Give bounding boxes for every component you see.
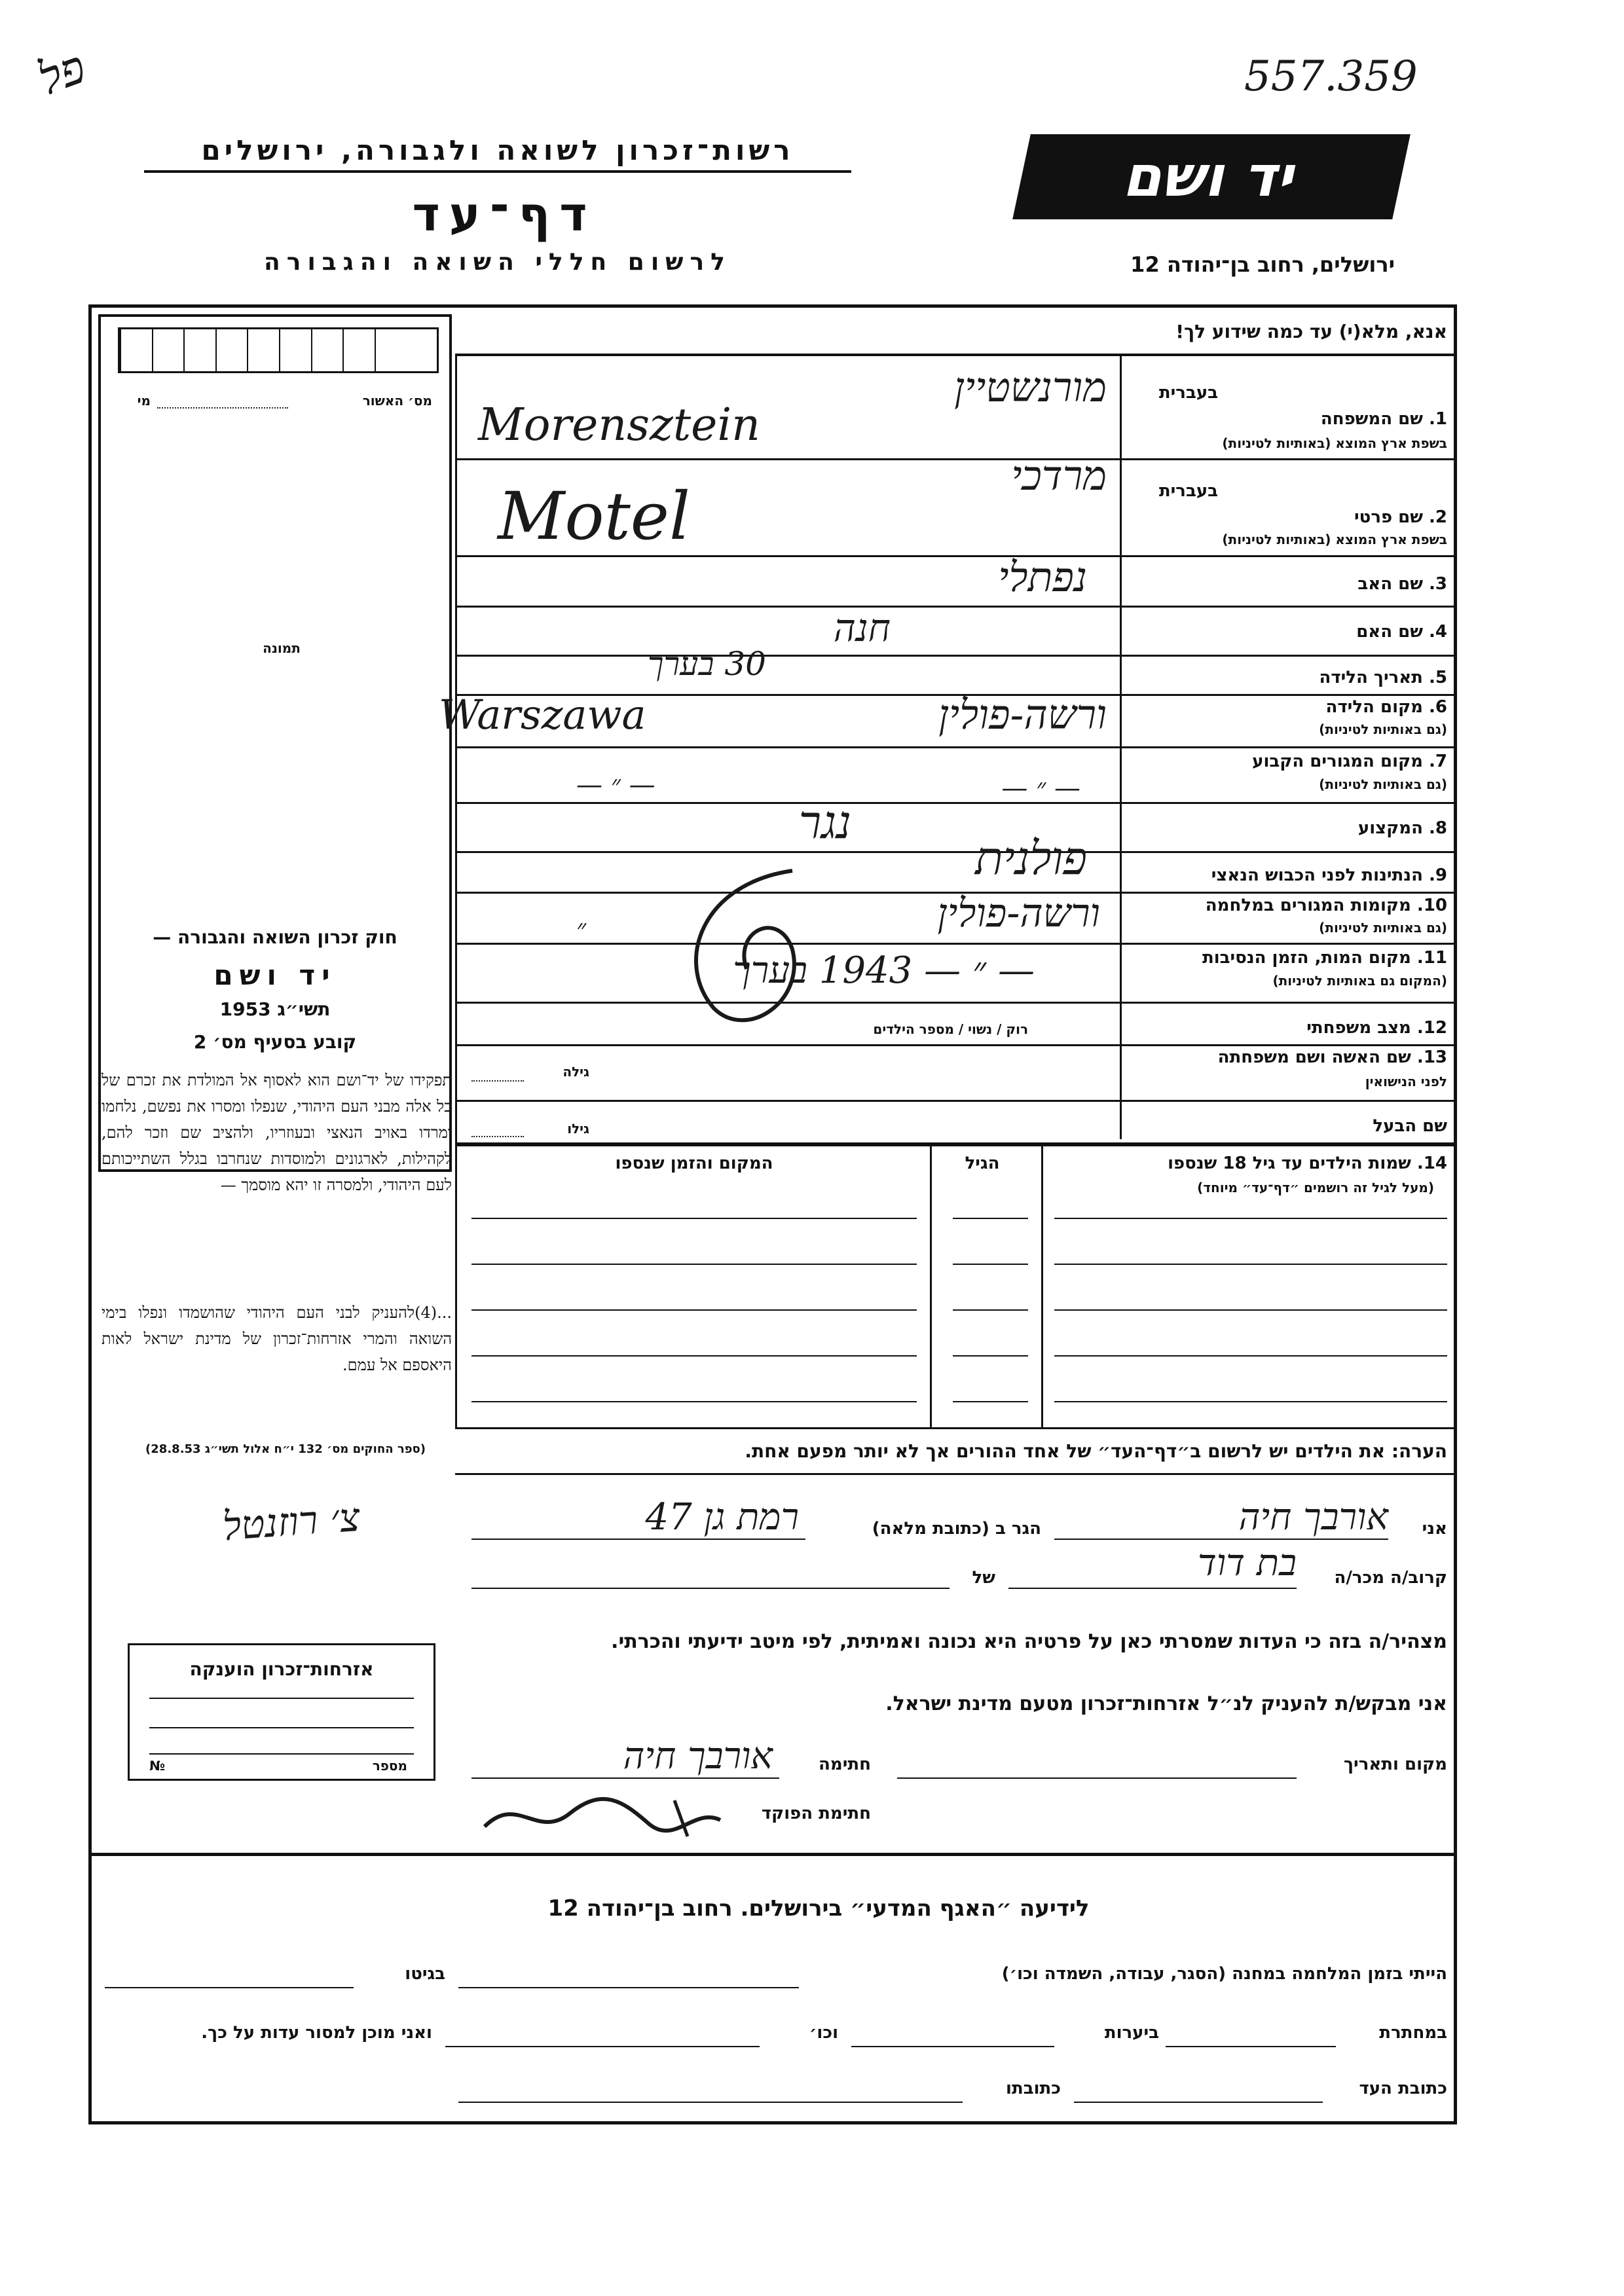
declaration-text: מצהיר/ה בזה כי העדות שמסרתי כאן על פרטיה היא נכונה ואמיתית, לפי מיטב ידיעתי והכרתי. [611, 1630, 1447, 1653]
row7-label: 7. מקום המגורים הקבוע [1252, 752, 1447, 771]
corner-handwriting: פל [31, 39, 93, 106]
row2-side: בעברית [1158, 481, 1218, 501]
footer-etc-label: וכו׳ [809, 2023, 838, 2043]
row1-label-text: שם המשפחה [1320, 409, 1423, 429]
approval-boxes [118, 327, 439, 373]
row11-sub: (המקום גם באותיות לטיניות) [1272, 973, 1447, 989]
row12-label: 12. מצב משפחתי [1306, 1018, 1447, 1038]
residing-label: הגר ב (כתובת מלאה) [872, 1519, 1041, 1539]
wartime-residence-value: ורשה-פולין [937, 890, 1100, 936]
row1-label: 1. שם המשפחה [1320, 409, 1447, 429]
nationality-value: פולנית [974, 831, 1087, 885]
wife-maiden-label: גילה [563, 1064, 589, 1080]
i-label: אני [1422, 1519, 1447, 1539]
row6-label: 6. מקום הלידה [1325, 697, 1447, 717]
row11-label: 11. מקום המות, הזמן הנסיבות [1202, 948, 1447, 968]
row9-label: 9. הנתינות לפני הכבוש הנאצי [1211, 866, 1447, 885]
signature-value: אורבך חיה [623, 1735, 773, 1777]
children-sub: (מעל לגיל זה רושמים ״דף־עד״ מיוחד) [1197, 1180, 1434, 1195]
value-left-border [455, 354, 457, 1182]
row13-sub: לפני הנישואין [1365, 1074, 1447, 1089]
declarant-address-value: רמת גן 47 [645, 1496, 799, 1539]
children-place-header: המקום והזמן שנספו [615, 1154, 773, 1173]
relation-label: קרוב/ה מכר/ה [1334, 1568, 1447, 1588]
footer-testimony-label: ואני מוכן למסור עדות על כך. [201, 2023, 432, 2043]
row3-label-text: שם האב [1357, 574, 1423, 594]
children-note: הערה: את הילדים יש לרשום ב״דף־העד״ של אחד ההורים אך לא יותר מפעם אחת. [745, 1440, 1447, 1462]
law-reference: (ספר החוקים מס׳ 132 י״ח אלול תשי״ג 28.8.53) [145, 1442, 426, 1456]
row13-label-text: שם האשה ושם משפחתה [1217, 1048, 1411, 1067]
address-line: ירושלים, רחוב בן־יהודה 12 [1130, 252, 1395, 277]
row1-sub: בשפת ארץ המוצא (באותיות לטיניות) [1222, 435, 1447, 451]
photo-label: תמונה [263, 640, 301, 656]
row7-sub: (גם באותיות לטיניות) [1319, 776, 1447, 792]
surname-latin-value: Morensztein [478, 399, 760, 451]
logo-text: יד ושם [1119, 144, 1304, 210]
form-intro: אנא, מלא(י) עד כמה שידוע לך! [1175, 321, 1447, 342]
law-title-2: יד ושם [213, 959, 337, 991]
row3-label: 3. שם האב [1357, 574, 1447, 594]
approval-no-label: מי [137, 393, 151, 409]
declarant-name-value: אורבך חיה [1238, 1496, 1388, 1539]
row2-label-text: שם פרטי [1354, 507, 1423, 527]
row8-label: 8. המקצוע [1357, 818, 1447, 838]
approval-label: מס׳ האשור [362, 393, 432, 409]
children-age-header: הגיל [965, 1154, 1000, 1173]
row13-label: 13. שם האשה ושם משפחתה [1217, 1048, 1447, 1067]
row7-label-text: מקום המגורים הקבוע [1252, 752, 1423, 771]
row12-options: רוק / נשוי / מספר הילדים [873, 1021, 1028, 1037]
father-name-value: נפתלי [998, 553, 1087, 601]
row1-side: בעברית [1158, 383, 1218, 403]
organization-line: רשות־זכרון לשואה ולגבורה, ירושלים [144, 134, 851, 173]
yad-vashem-logo [1012, 134, 1411, 219]
row2-sub: בשפת ארץ המוצא (באותיות לטיניות) [1222, 532, 1447, 547]
row5-label: 5. תאריך הלידה [1319, 668, 1447, 687]
of-label: של [972, 1568, 995, 1588]
profession-value: נגר [798, 795, 851, 849]
birthplace-hebrew-value: ורשה-פולין [938, 691, 1107, 738]
place-date-label: מקום ותאריך [1344, 1755, 1447, 1774]
law-title: חוק זכרון השואה והגבורה — [153, 926, 397, 948]
children-top [455, 1144, 1454, 1146]
death-place-value: — ״ — 1943 בערך [733, 949, 1035, 992]
husband-age-label: גילו [567, 1121, 589, 1137]
footer-his-address-label: כתובתו [1006, 2079, 1061, 2098]
citizenship-box [128, 1643, 435, 1781]
firstname-hebrew-value: מרדכי [1011, 452, 1107, 500]
law-text: תפקידו של יד־ושם הוא לאסוף אל המולדת את זכרם של כל אלה מבני העם היהודי, שנפלו ומסרו את נפשם, נלחמו ומרדו באויב הנאצי ובעוזריו, ולהציב שם וזכר להם, לקהילות, לארגונים ולמוסדות שנחרבו בגלל השתייכותם לעם היהודי, ולמסרה זו יהא מוסמך — [101, 1071, 452, 1194]
row6-sub: (גם באותיות לטיניות) [1319, 721, 1447, 737]
footer-underground-label: במחתרת [1379, 2023, 1447, 2043]
row4-label-text: שם האם [1356, 622, 1423, 642]
husband-dots [471, 1136, 524, 1137]
footer-ghetto-label: בגיטו [405, 1964, 445, 1984]
citizenship-request: אני מבקש/ת להעניק לנ״ל אזרחות־זכרון מטעם מדינת ישראל. [885, 1692, 1447, 1715]
law-year: תשי״ג 1953 [219, 998, 331, 1020]
law-clause: ...(4)להעניק לבני העם היהודי שהושמדו ונפלו בימי השואה והמרי אזרחות־זכרון של מדינת ישראל לאות היאספם אל עמם. [101, 1303, 452, 1374]
archive-number: 557.359 [1244, 52, 1418, 101]
birthplace-latin-value: Warszawa [439, 691, 646, 738]
citizenship-box-title: אזרחות־זכרון הוענקה [189, 1658, 374, 1680]
row2-label: 2. שם פרטי [1354, 507, 1447, 527]
footer-title: לידיעה ״האגף המדעי״ בירושלים. רחוב בן־יהודה 12 [547, 1895, 1090, 1922]
wartime-residence-latin: ״ [576, 914, 587, 944]
firstname-latin-value: Motel [498, 478, 690, 555]
residence-latin-value: — ״ — [576, 770, 655, 800]
wife-dots [471, 1080, 524, 1082]
residence-hebrew-value: — ״ — [1001, 773, 1080, 803]
row4-label: 4. שם האם [1356, 622, 1447, 642]
row10-sub: (גם באותיות לטיניות) [1319, 920, 1447, 936]
husband-label: שם הבעל [1373, 1116, 1447, 1136]
approval-dots [157, 407, 288, 409]
scribble-mark [661, 858, 832, 1041]
law-section: קובע בסעיף מס׳ 2 [193, 1031, 357, 1053]
children-title: 14. שמות הילדים עד גיל 18 שנספו [1168, 1154, 1447, 1173]
row12-label-text: מצב משפחתי [1306, 1018, 1411, 1038]
row9-label-text: הנתינות לפני הכבוש הנאצי [1211, 866, 1423, 885]
row10-label-text: מקומות המגורים במלחמה [1205, 896, 1411, 915]
citizenship-no-label: מספר [372, 1758, 407, 1774]
citizenship-no-prefix: № [149, 1758, 166, 1774]
left-signature: צ׳ רוזנטל [221, 1494, 361, 1550]
row11-label-text: מקום המות, הזמן הנסיבות [1202, 948, 1411, 968]
intro-rule [455, 354, 1454, 356]
row6-label-text: מקום הלידה [1325, 697, 1423, 717]
officer-signature-scribble [478, 1787, 727, 1846]
footer-camp-label: הייתי בזמן המלחמה במחנה (הסגר, עבודה, השמדה וכו׳) [1001, 1964, 1447, 1984]
form-subtitle: לרשום חללי השואה והגבורה [264, 249, 731, 276]
row5-label-text: תאריך הלידה [1319, 668, 1423, 687]
relation-value: בת דוד [1197, 1542, 1297, 1584]
surname-hebrew-value: מורנשטיין [954, 363, 1107, 411]
form-title: דף־עד [412, 187, 597, 242]
row10-label: 10. מקומות המגורים במלחמה [1205, 896, 1447, 915]
mother-name-value: חנה [833, 606, 891, 650]
footer-forests-label: ביערות [1104, 2023, 1159, 2043]
signature-label: חתימה [819, 1755, 871, 1774]
officer-signature-label: חתימת הפוקד [761, 1804, 871, 1823]
footer-witness-address-label: כתובת העד [1359, 2079, 1447, 2098]
birth-date-value: 30 בערך [647, 645, 766, 683]
footer-rule [88, 1853, 1457, 1856]
row8-label-text: המקצוע [1357, 818, 1423, 838]
